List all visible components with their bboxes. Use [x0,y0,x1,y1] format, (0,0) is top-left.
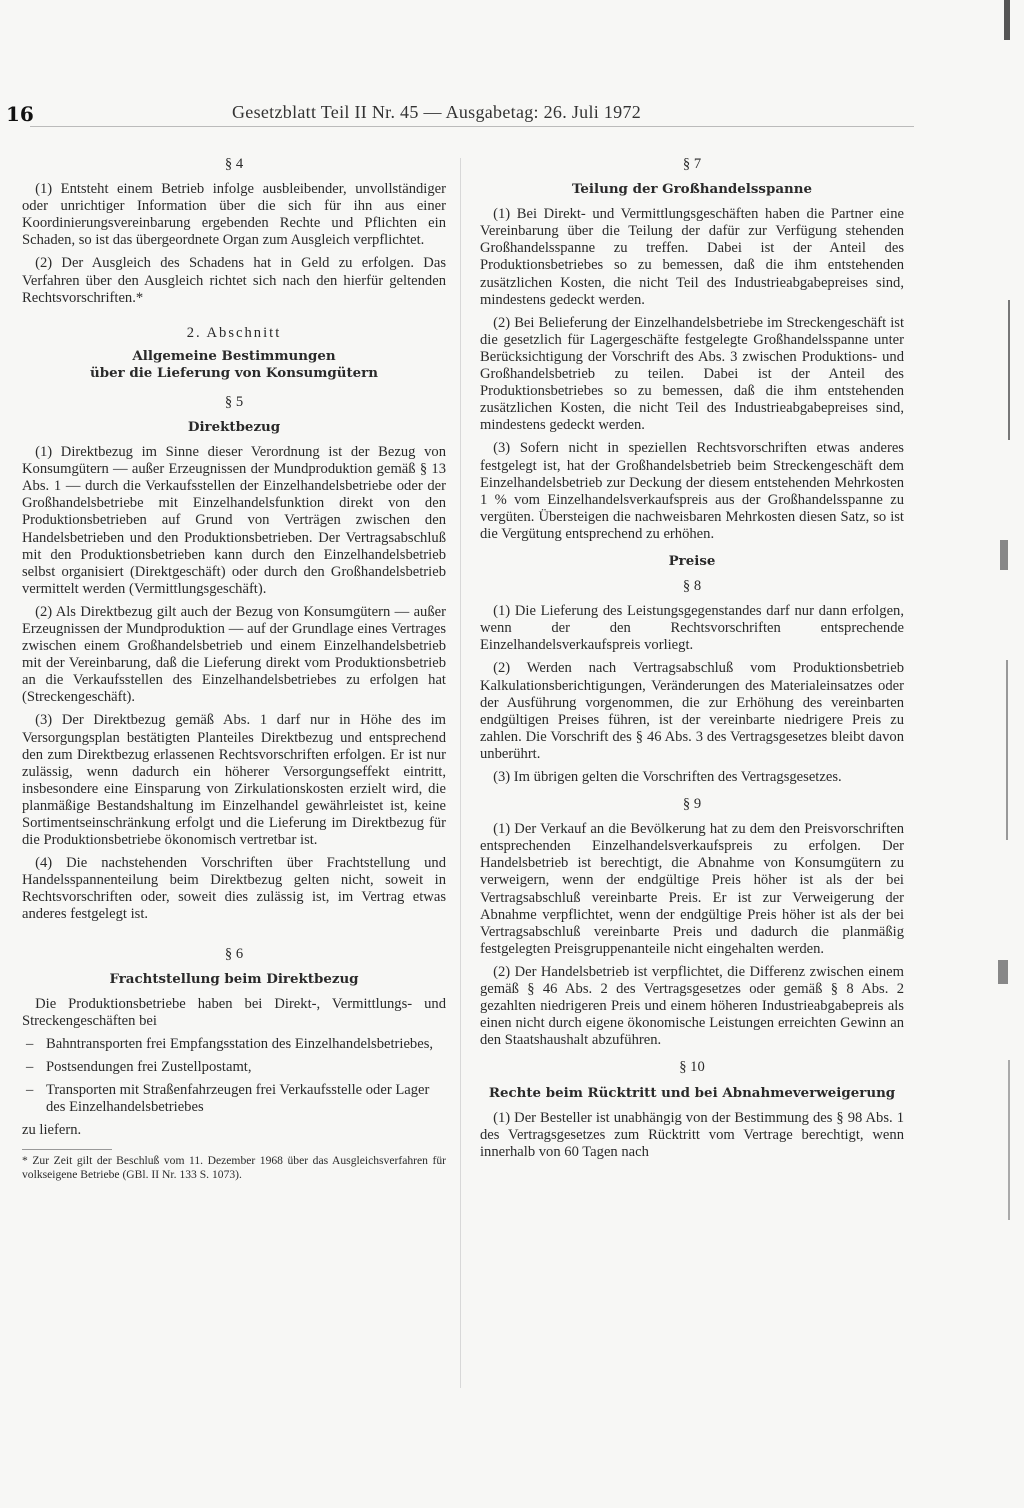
section-7-number: § 7 [682,156,702,172]
section-9-para-2: (2) Der Handelsbetrieb ist verpflichtet, die Differenz zwischen einem gemäß § 46 Abs. 2 des Vertragsgesetzes oder gemäß § 8 Abs. 2 gezahlten niedrigeren Preis und einem höheren Industrieabgabepreis als einen nicht durch eigene ökonomische Leistungen erreichten Gewinn an den Staatshaushalt abzuführen. [480,963,904,1049]
list-item: – Transporten mit Straßenfahrzeugen frei Verkaufsstelle oder Lager des Einzelhandelsbetriebes [22,1082,446,1116]
footnote-rule [22,1149,112,1150]
section-8-number: § 8 [682,578,702,595]
prices-heading: Preise [668,552,716,569]
section-7-para-2: (2) Bei Belieferung der Einzelhandelsbetriebe im Streckengeschäft ist die gesetzlich für Lagergeschäfte festgelegte Großhandelsspanne unter Berücksichtigung der Vorschrift des Abs. 3 zwischen Produktions- und Großhandelsbetrieb zu teilen. Dabei ist der Anteil des Produktionsbetriebes so zu bemessen, daß die ihm entstehenden zusätzlichen Kosten, die nicht Teil des Industrieabgabepreises sind, mindestens gedeckt werden. [480,314,904,434]
left-column [22,152,446,1182]
list-item: – Bahntransporten frei Empfangsstation des Einzelhandelsbetriebes, [22,1036,446,1053]
page-number: 16 [6,102,34,126]
section-5-para-1: (1) Direktbezug im Sinne dieser Verordnung ist der Bezug von Konsumgütern — außer Erzeugnissen der Mundproduktion gemäß § 13 Abs. 1 — durch die Verkaufsstellen der Einzelhandelsbetriebe oder der Großhandelsbetriebe mit Einzelhandelsfunktion direkt von den Produktionsbetrieben auf Grund von Verträgen zwischen den Handelsbetrieben und den Produktionsbetrieben. Der Vertragsabschluß mit den Produktionsbetrieben kann durch den Einzelhandelsbetrieb selbst organisiert (Direktgeschäft) oder durch den Großhandelsbetrieb vermittelt werden (Vermittlungsgeschäft). [22,444,446,597]
column-divider [460,158,461,1388]
footnote: * Zur Zeit gilt der Beschluß vom 11. Dezember 1968 über das Ausgleichsverfahren für volkseigene Betriebe (GBl. II Nr. 133 S. 1073). [22,1154,446,1182]
section-9-number: § 9 [682,796,702,813]
section-10-para-1: (1) Der Besteller ist unabhängig von der Bestimmung des § 98 Abs. 1 des Vertragsgesetzes zum Rücktritt vom Vertrage berechtigt, wenn innerhalb von 60 Tagen nach [480,1109,904,1160]
section-5-para-4: (4) Die nachstehenden Vorschriften über Frachtstellung und Handelsspannenteilung beim Direktbezug gelten nicht, soweit in Rechtsvorschriften oder, soweit dies zulässig ist, im Vertrag etwas anderes festgelegt ist. [22,855,446,923]
section-6-closing: zu liefern. [22,1122,82,1139]
header-rule [30,126,914,127]
section-5-para-2: (2) Als Direktbezug gilt auch der Bezug von Konsumgütern — außer Erzeugnissen der Mundproduktion — auf der Grundlage eines Vertrages zwischen einem Großhandelsbetrieb und einem Einzelhandelsbetrieb mit der Vereinbarung, daß die Lieferung direkt vom Produktionsbetrieb an die Verkaufsstellen des Einzelhandelsbetriebes zu erfolgen hat (Streckengeschäft). [22,603,446,706]
chapter-title-line-2: über die Lieferung von Konsumgütern [90,364,378,381]
section-9-para-1: (1) Der Verkauf an die Bevölkerung hat zu dem den Preisvorschriften entsprechenden Einzelhandelsverkaufspreis zu erfolgen. Der Handelsbetrieb ist berechtigt, die Abnahme von Konsumgütern zu verweigern, wenn der endgültige Preis höher ist als der bei Vertragsabschluß vereinbarte Preis. Er ist zur Verweigerung der Abnahme verpflichtet, wenn der endgültige Preis höher ist als der bei Vertragsabschluß vereinbarte Preis und dadurch die planmäßig festgelegten Preisgruppenanteile nicht eingehalten werden. [480,821,904,957]
section-6-intro: Die Produktionsbetriebe haben bei Direkt-, Vermittlungs- und Streckengeschäften bei [22,995,446,1029]
chapter-label: 2. Abschnitt [186,324,282,341]
section-5-para-3: (3) Der Direktbezug gemäß Abs. 1 darf nur in Höhe des im Versorgungsplan bestätigten Planteiles Direktbezug und entsprechend den zum Direktbezug erlassenen Rechtsvorschriften erfolgen. Er ist nur zulässig, wenn dadurch ein höherer Versorgungseffekt eintritt, insbesondere eine Einsparung von Zirkulationskosten erzielt wird, die planmäßige Bestandshaltung im Einzelhandel gewährleistet ist, keine Sortimentseinschränkung erfolgt und die Lieferung im Direktbezug für die Produktionsbetriebe ökonomisch vertretbar ist. [22,712,446,849]
chapter-title-line-1: Allgemeine Bestimmungen [132,347,336,364]
section-5-title: Direktbezug [187,418,281,435]
section-10-title: Rechte beim Rücktritt und bei Abnahmeverweigerung [488,1084,896,1101]
section-7-para-3: (3) Sofern nicht in speziellen Rechtsvorschriften etwas anderes festgelegt ist, hat der Großhandelsbetrieb beim Streckengeschäft dem Einzelhandelsbetrieb zur Deckung der diesem entstehenden Mehrkosten 1 % vom Einzelhandelsverkaufspreis aus der Großhandelsspanne zu vergüten. Übersteigen die nachweisbaren Mehrkosten diesen Satz, so ist die Vergütung entsprechend zu erhöhen. [480,440,904,542]
scan-mark [1008,300,1010,440]
section-4-para-1: (1) Entsteht einem Betrieb infolge ausbleibender, unvollständiger oder unrichtiger Information über die sich für ihn aus einer Koordinierungsvereinbarung ergebenden Rechte und Pflichten ein Schaden, so ist das übergeordnete Organ zum Ausgleich verpflichtet. [22,181,446,249]
section-7-para-1: (1) Bei Direkt- und Vermittlungsgeschäften haben die Partner eine Vereinbarung über die Teilung der dafür zur Verfügung stehenden Großhandelsspanne zu treffen. Dabei ist der Anteil des Produktionsbetriebes so zu bemessen, daß die ihm entstehenden zusätzlichen Kosten, die nicht Teil des Industrieabgabepreises sind, mindestens gedeckt werden. [480,206,904,308]
scan-mark [1004,0,1010,40]
chapter-title [22,348,446,382]
scan-mark [1006,660,1008,840]
scan-mark [998,960,1008,984]
section-6-number: § 6 [224,945,244,962]
section-5-number: § 5 [224,393,244,410]
scan-mark [1008,1060,1010,1220]
section-4-para-2: (2) Der Ausgleich des Schadens hat in Geld zu erfolgen. Das Verfahren über den Ausgleich richtet sich nach den hierfür geltenden Rechtsvorschriften.* [22,255,446,306]
section-7-title: Teilung der Großhandelsspanne [571,181,813,198]
list-item: – Postsendungen frei Zustellpostamt, [22,1059,446,1076]
section-8-para-2: (2) Werden nach Vertragsabschluß vom Produktionsbetrieb Kalkulationsberichtigungen, Veränderungen des Materialeinsatzes oder der Ausführung vorgenommen, die zur Erhöhung des vereinbarten endgültigen Preises führen, ist der vereinbarte niedrigere Preis zu zahlen. Die Vorschrift des § 46 Abs. 3 des Vertragsgesetzes bleibt davon unberührt. [480,660,904,762]
scan-mark [1000,540,1008,570]
section-6-title: Frachtstellung beim Direktbezug [109,970,359,987]
running-header: Gesetzblatt Teil II Nr. 45 — Ausgabetag: 26. Juli 1972 [232,102,642,122]
section-4-number: § 4 [224,156,244,172]
section-8-para-3: (3) Im übrigen gelten die Vorschriften des Vertragsgesetzes. [493,769,842,785]
section-10-number: § 10 [679,1059,705,1076]
right-column [480,152,904,1167]
section-8-para-1: (1) Die Lieferung des Leistungsgegenstandes darf nur dann erfolgen, wenn der den Rechtsvorschriften entsprechende Einzelhandelsverkaufspreis vorliegt. [480,603,904,654]
section-6-list [22,1036,446,1116]
scan-artifacts [924,0,1024,1508]
